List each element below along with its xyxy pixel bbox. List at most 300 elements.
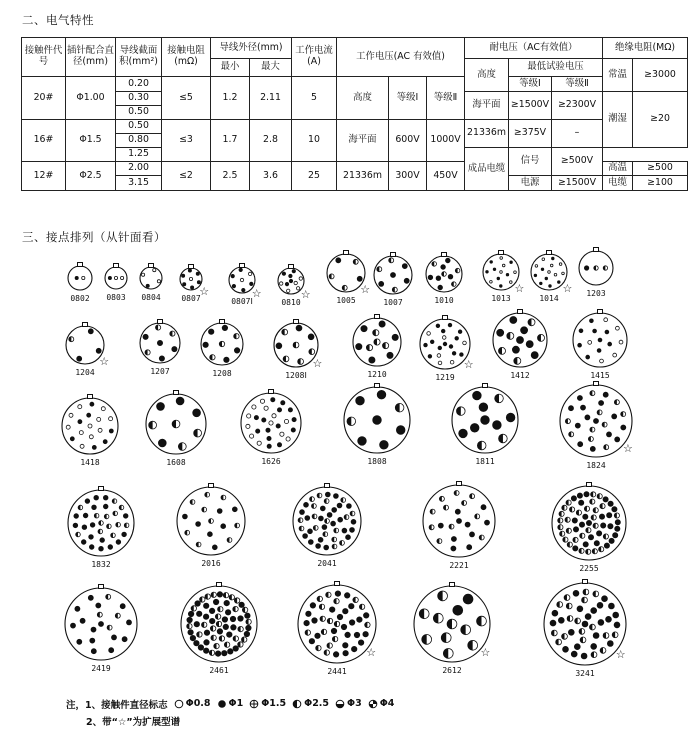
- arrangement-code: 1204: [75, 368, 95, 377]
- contact-pin: [246, 424, 250, 428]
- contact-pin: [437, 354, 441, 358]
- contact-pin: [210, 618, 215, 623]
- contact-pin: [552, 257, 555, 260]
- contact-pin: [486, 271, 489, 274]
- key-notch: [240, 264, 245, 268]
- arrangement-code: 1412: [510, 371, 530, 380]
- contact-pin: [402, 264, 407, 269]
- contact-pin: [264, 406, 268, 410]
- contact-pin: [127, 620, 132, 625]
- contact-pin: [361, 326, 367, 332]
- contact-pin: [223, 624, 228, 629]
- contact-pin: [234, 348, 239, 353]
- contact-pin: [203, 342, 208, 347]
- contact-pin: [203, 614, 208, 619]
- header-pin-diameter: 插针配合直径(mm): [66, 38, 116, 77]
- contact-pin: [183, 283, 186, 286]
- contact-pin: [292, 270, 295, 273]
- connector-face-diagram: [143, 389, 209, 457]
- contact-pin: [121, 276, 124, 279]
- arrangement-code: 1824: [586, 461, 606, 470]
- ws-cable: 成品电缆: [465, 148, 509, 191]
- contact-pin: [89, 545, 94, 550]
- contact-pin: [605, 330, 609, 334]
- contact-pin: [282, 272, 285, 275]
- contact-pin: [451, 546, 456, 551]
- connector-1203: [576, 246, 616, 288]
- header-grade2: 等级Ⅱ: [552, 77, 603, 92]
- connector-face-diagram: [137, 318, 183, 366]
- contact-pin: [281, 401, 285, 405]
- contact-pin: [369, 357, 375, 363]
- key-notch: [99, 487, 104, 491]
- contact-pin: [146, 284, 149, 287]
- header-min: 最小: [211, 59, 250, 77]
- legend-label: Φ1.5: [261, 698, 287, 709]
- contact-pin: [584, 492, 589, 497]
- contact-pin: [71, 623, 76, 628]
- cell-dia: Φ1.00: [66, 77, 116, 120]
- contact-pin: [308, 540, 313, 545]
- contact-pin: [188, 269, 191, 272]
- arrangement-code: 1208: [212, 369, 232, 378]
- contact-pin: [358, 437, 367, 446]
- contact-pin: [598, 338, 602, 342]
- contact-pin: [582, 621, 588, 627]
- connector-0804: [137, 262, 165, 292]
- contact-pin: [404, 278, 409, 283]
- contact-pin: [109, 417, 113, 421]
- arrangement-code: 1207: [150, 367, 170, 376]
- contact-pin: [291, 428, 295, 432]
- wv-grade1: 等级Ⅰ: [389, 77, 427, 120]
- contact-pin: [77, 639, 82, 644]
- contact-pin: [231, 274, 234, 277]
- connector-face-diagram: [174, 482, 248, 558]
- contact-pin: [212, 545, 217, 550]
- contact-pin: [442, 336, 446, 340]
- connector-face-diagram: [341, 382, 413, 456]
- ws-sea-g1: ≥1500V: [509, 92, 552, 120]
- contact-pin: [493, 421, 502, 430]
- contact-pin: [448, 274, 453, 279]
- contact-pin: [577, 493, 582, 498]
- contact-pin: [540, 282, 543, 285]
- key-notch: [174, 391, 179, 395]
- arrangement-code: 2419: [91, 664, 111, 673]
- contact-pin: [300, 510, 305, 515]
- contact-pin: [187, 617, 192, 622]
- contact-pin: [222, 651, 227, 656]
- ws-power: 电源: [509, 176, 552, 191]
- contact-pin: [120, 604, 125, 609]
- contact-pin: [613, 353, 617, 357]
- contact-pin: [90, 638, 95, 643]
- contact-pin: [198, 645, 203, 650]
- contact-pin: [549, 285, 552, 288]
- contact-pin: [373, 416, 382, 425]
- contact-pin: [82, 276, 85, 279]
- contact-pin: [88, 329, 93, 334]
- key-notch: [518, 310, 523, 314]
- contact-pin: [100, 538, 105, 543]
- contact-pin: [613, 612, 619, 618]
- connector-face-diagram: [290, 482, 364, 558]
- contact-pin: [599, 401, 604, 406]
- contact-pin: [271, 398, 275, 402]
- contact-pin: [349, 604, 354, 609]
- arrangement-code: 1005: [336, 296, 356, 305]
- contact-pin: [215, 651, 220, 656]
- contact-pin: [308, 334, 314, 340]
- key-notch: [499, 251, 504, 255]
- contact-pin: [613, 533, 618, 538]
- connector-face-diagram: [62, 583, 140, 663]
- extended-star-icon: ☆: [623, 441, 633, 455]
- contact-pin: [607, 432, 612, 437]
- contact-pin: [240, 278, 243, 281]
- contact-pin: [252, 405, 256, 409]
- contact-pin: [497, 277, 500, 280]
- open-circle-icon: [174, 699, 184, 709]
- key-notch: [114, 264, 119, 268]
- contact-pin: [188, 611, 193, 616]
- contact-pin: [569, 406, 574, 411]
- contact-pin: [554, 273, 557, 276]
- header-current: 工作电流(A): [292, 38, 337, 77]
- contact-pin: [455, 337, 459, 341]
- contact-pin: [438, 361, 442, 365]
- contact-pin: [545, 277, 548, 280]
- contact-pin: [89, 435, 93, 439]
- ws-signal: 信号: [509, 148, 552, 176]
- contact-pin: [500, 285, 503, 288]
- contact-pin: [597, 531, 602, 536]
- wv-high: 21336m: [337, 162, 389, 191]
- connector-1207: [137, 318, 183, 366]
- contact-pin: [231, 625, 236, 630]
- contact-pin: [349, 620, 354, 625]
- cell-res: ≤3: [162, 120, 211, 162]
- contact-pin: [430, 340, 434, 344]
- key-notch: [483, 384, 488, 388]
- contact-pin: [510, 317, 517, 324]
- contact-pin: [357, 276, 362, 281]
- key-notch: [583, 580, 588, 584]
- contact-pin: [603, 497, 608, 502]
- contact-pin: [267, 436, 271, 440]
- contact-pin: [230, 616, 235, 621]
- key-notch: [598, 310, 603, 314]
- contact-pin: [190, 635, 195, 640]
- arrangement-code: 1203: [586, 289, 606, 298]
- contact-pin: [428, 275, 433, 280]
- contact-pin: [428, 355, 432, 359]
- contact-pin: [377, 390, 386, 399]
- contact-pin: [579, 329, 583, 333]
- contact-pin: [310, 603, 315, 608]
- contact-pin: [222, 325, 227, 330]
- contact-pin: [457, 519, 462, 524]
- contact-pin: [172, 347, 177, 352]
- arrangement-code: 0802: [70, 294, 90, 303]
- contact-pin: [341, 624, 346, 629]
- contact-pin: [153, 269, 156, 272]
- arrangement-code: 1418: [80, 458, 100, 467]
- contact-pin: [108, 545, 113, 550]
- ws-sea-g2: ≥2300V: [552, 92, 603, 120]
- contact-pin: [455, 509, 460, 514]
- contact-pin: [79, 431, 83, 435]
- header-contact-code: 接触件代号: [22, 38, 66, 77]
- connector-1415: [570, 308, 630, 370]
- contact-pin: [392, 334, 398, 340]
- note-1-prefix: 注，1、接触件直径标志: [66, 699, 168, 711]
- contact-pin: [562, 272, 565, 275]
- legend-label: Φ0.8: [185, 698, 211, 709]
- contact-pin: [335, 591, 340, 596]
- contact-pin: [333, 652, 338, 657]
- contact-pin: [588, 535, 593, 540]
- contact-pin: [94, 495, 99, 500]
- contact-pin: [303, 534, 308, 539]
- connector-face-diagram: [371, 251, 415, 297]
- contact-pin: [334, 494, 339, 499]
- contact-pin: [583, 542, 588, 547]
- contact-pin: [99, 546, 104, 551]
- contact-pin: [238, 616, 243, 621]
- connector-1010: [423, 251, 465, 295]
- connector-2419: [62, 583, 140, 663]
- wv-sea-g1: 600V: [389, 120, 427, 162]
- cell-area: 0.80: [116, 134, 162, 148]
- key-notch: [158, 320, 163, 324]
- legend-phi08: [174, 698, 211, 709]
- contact-pin: [232, 507, 237, 512]
- contact-pin: [506, 273, 509, 276]
- contact-pin: [294, 281, 297, 284]
- ws-power-value: ≥1500V: [552, 176, 603, 191]
- contact-pin: [324, 545, 329, 550]
- contact-pin: [612, 507, 617, 512]
- contact-pin: [227, 632, 232, 637]
- contact-pin: [262, 418, 266, 422]
- arrangement-code: 0807Ⅰ: [231, 297, 253, 306]
- contact-pin: [103, 495, 108, 500]
- contact-pin: [443, 342, 447, 346]
- cell-code: 12#: [22, 162, 66, 191]
- contact-pin: [308, 529, 313, 534]
- contact-pin: [91, 649, 96, 654]
- ins-cable-value: ≥100: [633, 176, 688, 191]
- wv-grade2: 等级Ⅱ: [427, 77, 465, 120]
- contact-pin: [350, 528, 355, 533]
- contact-pin: [616, 326, 620, 330]
- header-grade1: 等级Ⅰ: [509, 77, 552, 92]
- header-min-test-voltage: 最低试验电压: [509, 59, 603, 77]
- cell-current: 10: [292, 120, 337, 162]
- connector-1412: [490, 308, 550, 370]
- connector-face-diagram: [420, 480, 498, 560]
- contact-pin: [209, 329, 214, 334]
- contact-pin: [304, 502, 309, 507]
- crossed-circle-icon: [249, 699, 259, 709]
- ins-normal: 常温: [603, 59, 633, 92]
- contact-pin: [343, 609, 348, 614]
- arrangement-code: 2016: [201, 559, 221, 568]
- key-notch: [443, 316, 448, 320]
- contact-pin: [239, 268, 242, 271]
- cell-area: 0.20: [116, 77, 162, 92]
- contact-pin: [521, 327, 528, 334]
- contact-pin: [257, 441, 261, 445]
- contact-pin: [74, 514, 79, 519]
- key-notch: [547, 251, 552, 255]
- contact-pin: [535, 265, 538, 268]
- arrangement-code: 1014: [539, 294, 559, 303]
- ws-high-g1: ≥375V: [509, 120, 552, 148]
- contact-pin: [299, 277, 302, 280]
- semicircle-circle-icon: [335, 699, 345, 709]
- contact-pin: [209, 608, 214, 613]
- filled-dot-icon: [217, 699, 227, 709]
- contact-pin: [581, 405, 586, 410]
- contact-pin: [276, 424, 280, 428]
- extended-star-icon: ☆: [562, 281, 573, 295]
- legend-phi3: [335, 698, 362, 709]
- connector-shell: [68, 266, 92, 290]
- connector-1608: [143, 389, 209, 457]
- contact-pin: [609, 603, 615, 609]
- key-notch: [294, 320, 299, 324]
- contact-pin: [490, 261, 493, 264]
- contact-pin: [343, 643, 348, 648]
- cell-dia: Φ2.5: [66, 162, 116, 191]
- contact-pin: [305, 516, 310, 521]
- contact-pin: [69, 413, 73, 417]
- legend-phi25: [292, 698, 329, 709]
- contact-pin: [347, 504, 352, 509]
- contact-pin: [451, 537, 456, 542]
- contact-pin: [109, 648, 114, 653]
- contact-pin: [277, 408, 281, 412]
- contact-pin: [225, 610, 230, 615]
- contact-pin: [441, 265, 446, 270]
- cell-current: 5: [292, 77, 337, 120]
- ins-normal-value: ≥3000: [633, 59, 688, 92]
- contact-pin: [338, 517, 343, 522]
- contact-pin: [232, 284, 235, 287]
- contact-pin: [306, 611, 311, 616]
- cell-max: 2.11: [250, 77, 292, 120]
- contact-pin: [158, 439, 166, 447]
- contact-pin: [606, 616, 612, 622]
- contact-pin: [289, 274, 292, 277]
- ins-cable: 电缆: [603, 176, 633, 191]
- contact-pin: [288, 408, 292, 412]
- contact-pin: [336, 258, 341, 263]
- wv-high-g2: 450V: [427, 162, 465, 191]
- key-notch: [450, 583, 455, 587]
- contact-pin: [96, 348, 101, 353]
- contact-pin: [122, 637, 127, 642]
- contact-pin: [176, 397, 184, 405]
- key-notch: [149, 264, 154, 268]
- contact-pin: [467, 545, 472, 550]
- connector-face-diagram: [137, 262, 165, 292]
- contact-pin: [452, 352, 456, 356]
- contact-pin: [269, 421, 273, 425]
- contact-pin: [337, 614, 342, 619]
- contact-pin: [194, 641, 199, 646]
- contact-pin: [97, 417, 101, 421]
- contact-pin: [615, 526, 620, 531]
- contact-pin: [363, 632, 368, 637]
- contact-pin: [325, 492, 330, 497]
- legend-phi1: [217, 698, 244, 709]
- contact-pin: [245, 613, 250, 618]
- connector-face-diagram: [570, 308, 630, 370]
- contact-pin: [379, 321, 385, 327]
- extended-star-icon: ☆: [99, 355, 110, 369]
- contact-pin: [573, 546, 578, 551]
- header-insulation: 绝缘电阻(MΩ): [603, 38, 688, 59]
- contact-pin: [217, 592, 222, 597]
- cell-res: ≤2: [162, 162, 211, 191]
- contact-pin: [239, 602, 244, 607]
- connector-1811: [449, 382, 521, 456]
- connector-face-diagram: [59, 393, 121, 457]
- contact-pin: [196, 522, 201, 527]
- arrangement-code: 2441: [327, 667, 347, 676]
- contact-pin: [608, 501, 613, 506]
- contact-pin: [621, 425, 626, 430]
- key-notch: [594, 382, 599, 386]
- arrangement-code: 0803: [106, 293, 126, 302]
- contact-pin: [517, 337, 524, 344]
- connector-1007: [371, 251, 415, 297]
- contact-pin: [424, 343, 428, 347]
- legend-label: Φ2.5: [304, 698, 330, 709]
- contact-pin: [612, 414, 617, 419]
- contact-pin: [354, 632, 359, 637]
- contact-pin: [584, 266, 588, 270]
- connector-0803: [102, 262, 130, 292]
- contact-pin: [122, 532, 127, 537]
- connector-2461: [178, 581, 260, 665]
- contact-pin: [506, 413, 515, 422]
- arrangement-code: 1219: [435, 373, 455, 382]
- connector-face-diagram: [65, 485, 137, 559]
- key-notch: [344, 251, 349, 255]
- contact-pin: [346, 535, 351, 540]
- key-notch: [335, 582, 340, 586]
- contact-pin: [345, 632, 350, 637]
- contact-pin: [80, 618, 85, 623]
- key-notch: [457, 482, 462, 486]
- contact-pin: [502, 264, 505, 267]
- notes: [66, 695, 394, 729]
- contact-pin: [296, 287, 299, 290]
- key-notch: [83, 323, 88, 327]
- contact-pin: [213, 599, 218, 604]
- contact-pin: [103, 504, 108, 509]
- arrangement-code: 1415: [590, 371, 610, 380]
- contact-pin: [85, 499, 90, 504]
- contact-pin: [438, 523, 443, 528]
- contact-pin: [351, 519, 356, 524]
- contact-pin: [204, 640, 209, 645]
